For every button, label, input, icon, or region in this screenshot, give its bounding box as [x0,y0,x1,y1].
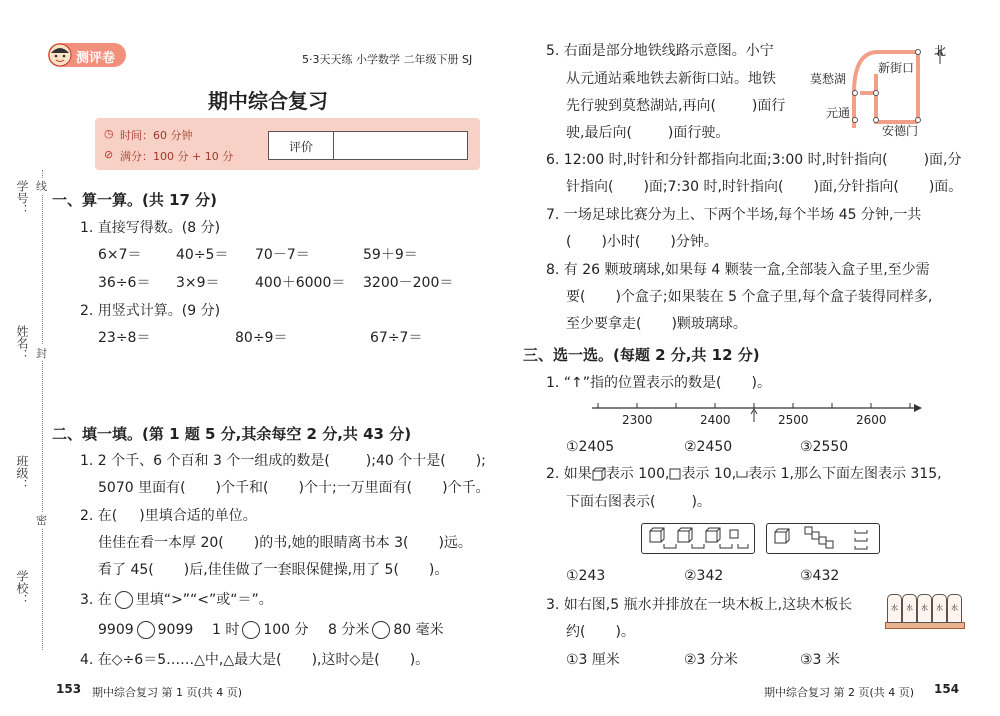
choice-question-1: 1. “↑”指的位置表示的数是( )。 [546,375,771,391]
tick-label: 2500 [778,413,809,427]
evaluation-field[interactable] [335,132,465,159]
page-title: 期中综合复习 [208,89,328,113]
badge-label: 测评卷 [76,51,116,66]
check-icon: ⊘ [104,148,114,161]
calc-item: 40÷5＝ [176,247,229,263]
series-info: 5·3天天练 小学数学 二年级下册 SJ [302,53,473,66]
choice-option[interactable]: ③432 [800,568,840,584]
map-xinjiekou: 新街口 [878,61,915,75]
choice-question-3: 3. 如右图,5 瓶水并排放在一块木板上,这块木板长 [546,597,853,613]
calc-item: 6×7＝ [98,247,142,263]
page-number-left: 153 [56,682,82,696]
section-2-heading: 二、填一填。(第 1 题 5 分,其余每空 2 分,共 43 分) [52,425,412,443]
choice-option[interactable]: ①3 厘米 [566,652,620,668]
compare-item: 8 分米 80 毫米 [328,622,444,638]
map-mochouhu: 莫愁湖 [810,72,847,86]
blocks-unknown-icon [767,524,879,553]
calc-item: 3200－200＝ [363,275,454,291]
cube-icon [592,467,606,481]
square-icon [669,468,681,480]
compare-circle[interactable] [137,621,155,639]
fill-question-2-line3: 看了 45( )后,佳佳做了一套眼保健操,用了 5( )。 [98,562,449,578]
fill-question-5-line3: 先行驶到莫愁湖站,再向( )面行 [566,98,786,114]
bar-icon [736,469,748,479]
cut-mark-line: 线 [36,180,47,193]
map-yuantong: 元通 [826,106,851,120]
left-block-figure [641,523,755,554]
footer-right: 期中综合复习 第 2 页(共 4 页) [764,686,915,699]
water-bottle-icon: 水 [932,594,947,623]
right-block-figure [766,523,880,554]
fill-question-6-line2: 针指向( )面;7:30 时,时针指向( )面,分针指向( )面。 [566,179,963,195]
evaluation-divider [333,131,334,160]
fill-question-8: 8. 有 26 颗玻璃球,如果每 4 颗装一盒,全部装入盒子里,至少需 [546,262,930,278]
choice-option[interactable]: ③3 米 [800,652,840,668]
fill-question-1: 1. 2 个千、6 个百和 3 个一组成的数是( );40 个十是( ); [80,453,486,469]
fill-question-8-line3: 至少要拿走( )颗玻璃球。 [566,316,747,332]
fill-question-5-line4: 驶,最后向( )面行驶。 [566,125,730,141]
calc-item: 70－7＝ [255,247,310,263]
fill-question-6: 6. 12:00 时,时针和分针都指向北面;3:00 时,时针指向( )面,分 [546,152,962,168]
fill-question-2-line2: 佳佳在看一本厚 20( )的书,她的眼睛离书本 3( )远。 [98,535,472,551]
map-andemen: 安德门 [882,124,919,138]
school-label: 学校： [15,570,29,606]
page-number-right: 154 [934,682,960,696]
vertical-calc-item: 67÷7＝ [370,330,423,346]
water-bottle-icon: 水 [902,594,917,623]
fill-question-5: 5. 右面是部分地铁线路示意图。小宁 [546,43,774,59]
calc-item: 36÷6＝ [98,275,151,291]
binding-gutter [0,0,60,716]
test-badge [48,43,126,67]
evaluation-label: 评价 [289,140,314,154]
compare-item: 9909 9099 [98,622,194,638]
choice-option[interactable]: ②3 分米 [684,652,738,668]
vertical-calc-item: 80÷9＝ [235,330,288,346]
footer-left: 期中综合复习 第 1 页(共 4 页) [92,686,243,699]
fill-question-2: 2. 在( )里填合适的单位。 [80,508,257,524]
fill-question-3: 3. 在 里填“>”“<”或“＝”。 [80,592,273,608]
choice-option[interactable]: ③2550 [800,439,849,455]
section-1-heading: 一、算一算。(共 17 分) [52,191,218,209]
calc-item: 59＋9＝ [363,247,418,263]
exam-score: 满分：100 分 + 10 分 [120,150,234,163]
calc-item: 3×9＝ [176,275,220,291]
section-3-heading: 三、选一选。(每题 2 分,共 12 分) [523,346,760,364]
map-north: 北 [934,44,947,58]
student-name-label: 姓名： [15,325,29,361]
student-id-label: 学号： [15,180,29,216]
choice-option[interactable]: ②342 [684,568,724,584]
wooden-board [885,622,965,629]
cut-mark-seal: 封 [36,347,47,360]
choice-question-2-line2: 下面右图表示( )。 [566,494,711,510]
blocks-315-icon [642,524,754,553]
tick-label: 2300 [622,413,653,427]
exam-time: 时间：60 分钟 [120,129,193,142]
choice-option[interactable]: ②2450 [684,439,733,455]
compare-circle[interactable] [372,621,390,639]
fill-question-8-line2: 要( )个盒子;如果装在 5 个盒子里,每个盒子装得同样多, [566,289,933,305]
calc-item: 400＋6000＝ [255,275,346,291]
tick-label: 2600 [856,413,887,427]
fill-question-1-line2: 5070 里面有( )个千和( )个十;一万里面有( )个千。 [98,480,490,496]
vertical-calc-item: 23÷8＝ [98,330,151,346]
fill-question-7: 7. 一场足球比赛分为上、下两个半场,每个半场 45 分钟,一共 [546,207,922,223]
question-1-2: 2. 用竖式计算。(9 分) [80,303,221,319]
choice-option[interactable]: ①243 [566,568,606,584]
choice-option[interactable]: ①2405 [566,439,615,455]
water-bottles-figure [885,594,965,628]
compare-item: 1 时 100 分 [212,622,309,638]
choice-question-3-line2: 约( )。 [566,624,635,640]
question-1-1: 1. 直接写得数。(8 分) [80,220,221,236]
water-bottle-icon: 水 [917,594,932,623]
fill-question-7-line2: ( )小时( )分钟。 [566,234,718,250]
mascot-icon [48,43,72,67]
cut-mark-secret: 密 [36,514,47,527]
cut-line [42,170,43,650]
compare-circle-icon [115,591,133,609]
water-bottle-icon: 水 [947,594,962,623]
compare-circle[interactable] [242,621,260,639]
fill-question-5-line2: 从元通站乘地铁去新街口站。地铁 [566,71,776,87]
water-bottle-icon: 水 [887,594,902,623]
fill-question-4: 4. 在◇÷6＝5……△中,△最大是( ),这时◇是( )。 [80,652,430,668]
class-label: 班级： [15,455,29,491]
tick-label: 2400 [700,413,731,427]
choice-question-2: 2. 如果 表示 100, 表示 10, 表示 1,那么下面左图表示 315, [546,466,942,482]
clock-icon: ◷ [104,127,114,140]
